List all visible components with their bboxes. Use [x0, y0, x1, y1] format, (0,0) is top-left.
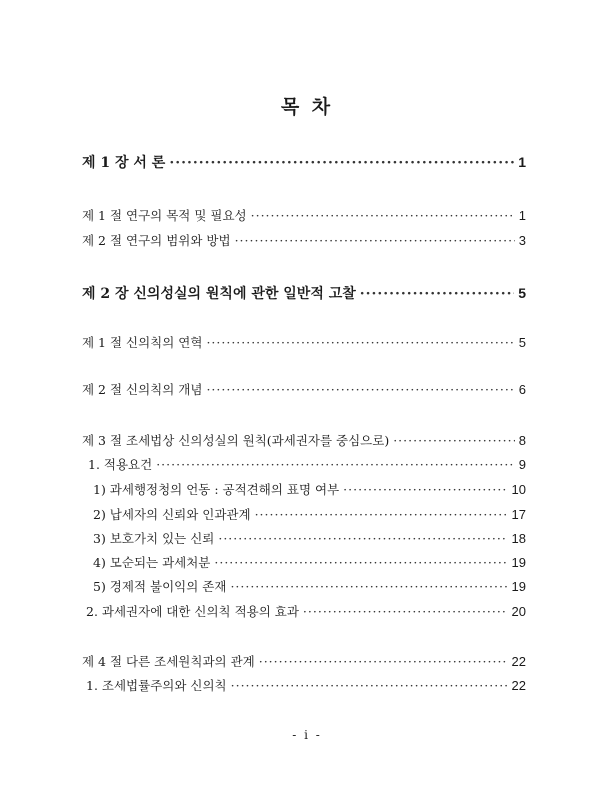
- toc-entry: [82, 653, 526, 671]
- toc-entry-page: 17: [511, 507, 526, 522]
- toc-entry-label: 제 1 절 연구의 목적 및 필요성: [82, 208, 247, 223]
- dot-leader: [231, 677, 508, 695]
- dot-leader: [393, 432, 515, 450]
- toc-entry-page: 9: [518, 457, 526, 472]
- dot-leader: [206, 334, 514, 352]
- toc-entry-label: 제 1 절 신의칙의 연혁: [82, 335, 203, 350]
- toc-entry-label: 제 3 절 조세법상 신의성실의 원칙(과세권자를 중심으로): [82, 433, 390, 448]
- toc-entry-label: 제 2 절 신의칙의 개념: [82, 382, 203, 397]
- toc-entry: [93, 554, 526, 572]
- toc-entry: [88, 456, 526, 474]
- toc-entry-chapter-2: [82, 284, 526, 303]
- dot-leader: [235, 232, 515, 250]
- toc-entry: [82, 381, 526, 399]
- toc-entry-label: 4) 모순되는 과세처분: [93, 555, 211, 570]
- dot-leader: [259, 653, 508, 671]
- toc-entry-page: 5: [518, 285, 526, 301]
- toc-entry-label: 제 1 장 서 론: [82, 155, 166, 171]
- toc-entry: [82, 232, 526, 250]
- dot-leader: [156, 456, 515, 474]
- toc-entry-page: 8: [518, 433, 526, 448]
- toc-entry-page: 5: [518, 335, 526, 350]
- toc-title: 목 차: [280, 96, 334, 118]
- toc-entry-chapter-1: [82, 153, 526, 172]
- dot-leader: [303, 603, 508, 621]
- toc-entry-page: 19: [511, 579, 526, 594]
- dot-leader: [343, 481, 507, 499]
- dot-leader: [251, 207, 515, 225]
- toc-entry-label: 제 2 장 신의성실의 원칙에 관한 일반적 고찰: [82, 286, 356, 302]
- toc-entry: [93, 530, 526, 548]
- dot-leader: [214, 554, 507, 572]
- toc-entry-label: 2. 과세권자에 대한 신의칙 적용의 효과: [86, 604, 299, 619]
- toc-entry: [93, 481, 526, 499]
- toc-entry-page: 1: [518, 154, 526, 170]
- toc-entry-label: 1. 적용요건: [88, 457, 153, 472]
- toc-entry-page: 10: [511, 482, 526, 497]
- toc-entry: [82, 432, 526, 450]
- toc-entry: [82, 207, 526, 225]
- toc-entry: [86, 603, 526, 621]
- toc-entry-page: 3: [518, 233, 526, 248]
- dot-leader: [206, 381, 514, 399]
- toc-entry-label: 제 2 절 연구의 범위와 방법: [82, 233, 231, 248]
- toc-entry: [86, 677, 526, 695]
- toc-entry: [93, 506, 526, 524]
- toc-entry-page: 1: [518, 208, 526, 223]
- toc-entry-label: 3) 보호가치 있는 신뢰: [93, 531, 215, 546]
- toc-entry-page: 18: [511, 531, 526, 546]
- page-number-footer: - i -: [292, 728, 322, 742]
- dot-leader: [169, 154, 514, 172]
- dot-leader: [360, 285, 514, 303]
- dot-leader: [255, 506, 508, 524]
- toc-entry-label: 5) 경제적 불이익의 존재: [93, 579, 227, 594]
- toc-entry: [82, 334, 526, 352]
- toc-entry-label: 1. 조세법률주의와 신의칙: [86, 678, 227, 693]
- toc-entry-label: 1) 과세행정청의 언동 : 공적견해의 표명 여부: [93, 482, 340, 497]
- toc-entry-page: 6: [518, 382, 526, 397]
- toc-entry-page: 19: [511, 555, 526, 570]
- toc-entry-label: 2) 납세자의 신뢰와 인과관계: [93, 507, 251, 522]
- toc-entry-page: 20: [511, 604, 526, 619]
- toc-entry-page: 22: [511, 678, 526, 693]
- toc-entry-page: 22: [511, 654, 526, 669]
- dot-leader: [230, 578, 507, 596]
- toc-entry: [93, 578, 526, 596]
- toc-entry-label: 제 4 절 다른 조세원칙과의 관계: [82, 654, 255, 669]
- dot-leader: [218, 530, 507, 548]
